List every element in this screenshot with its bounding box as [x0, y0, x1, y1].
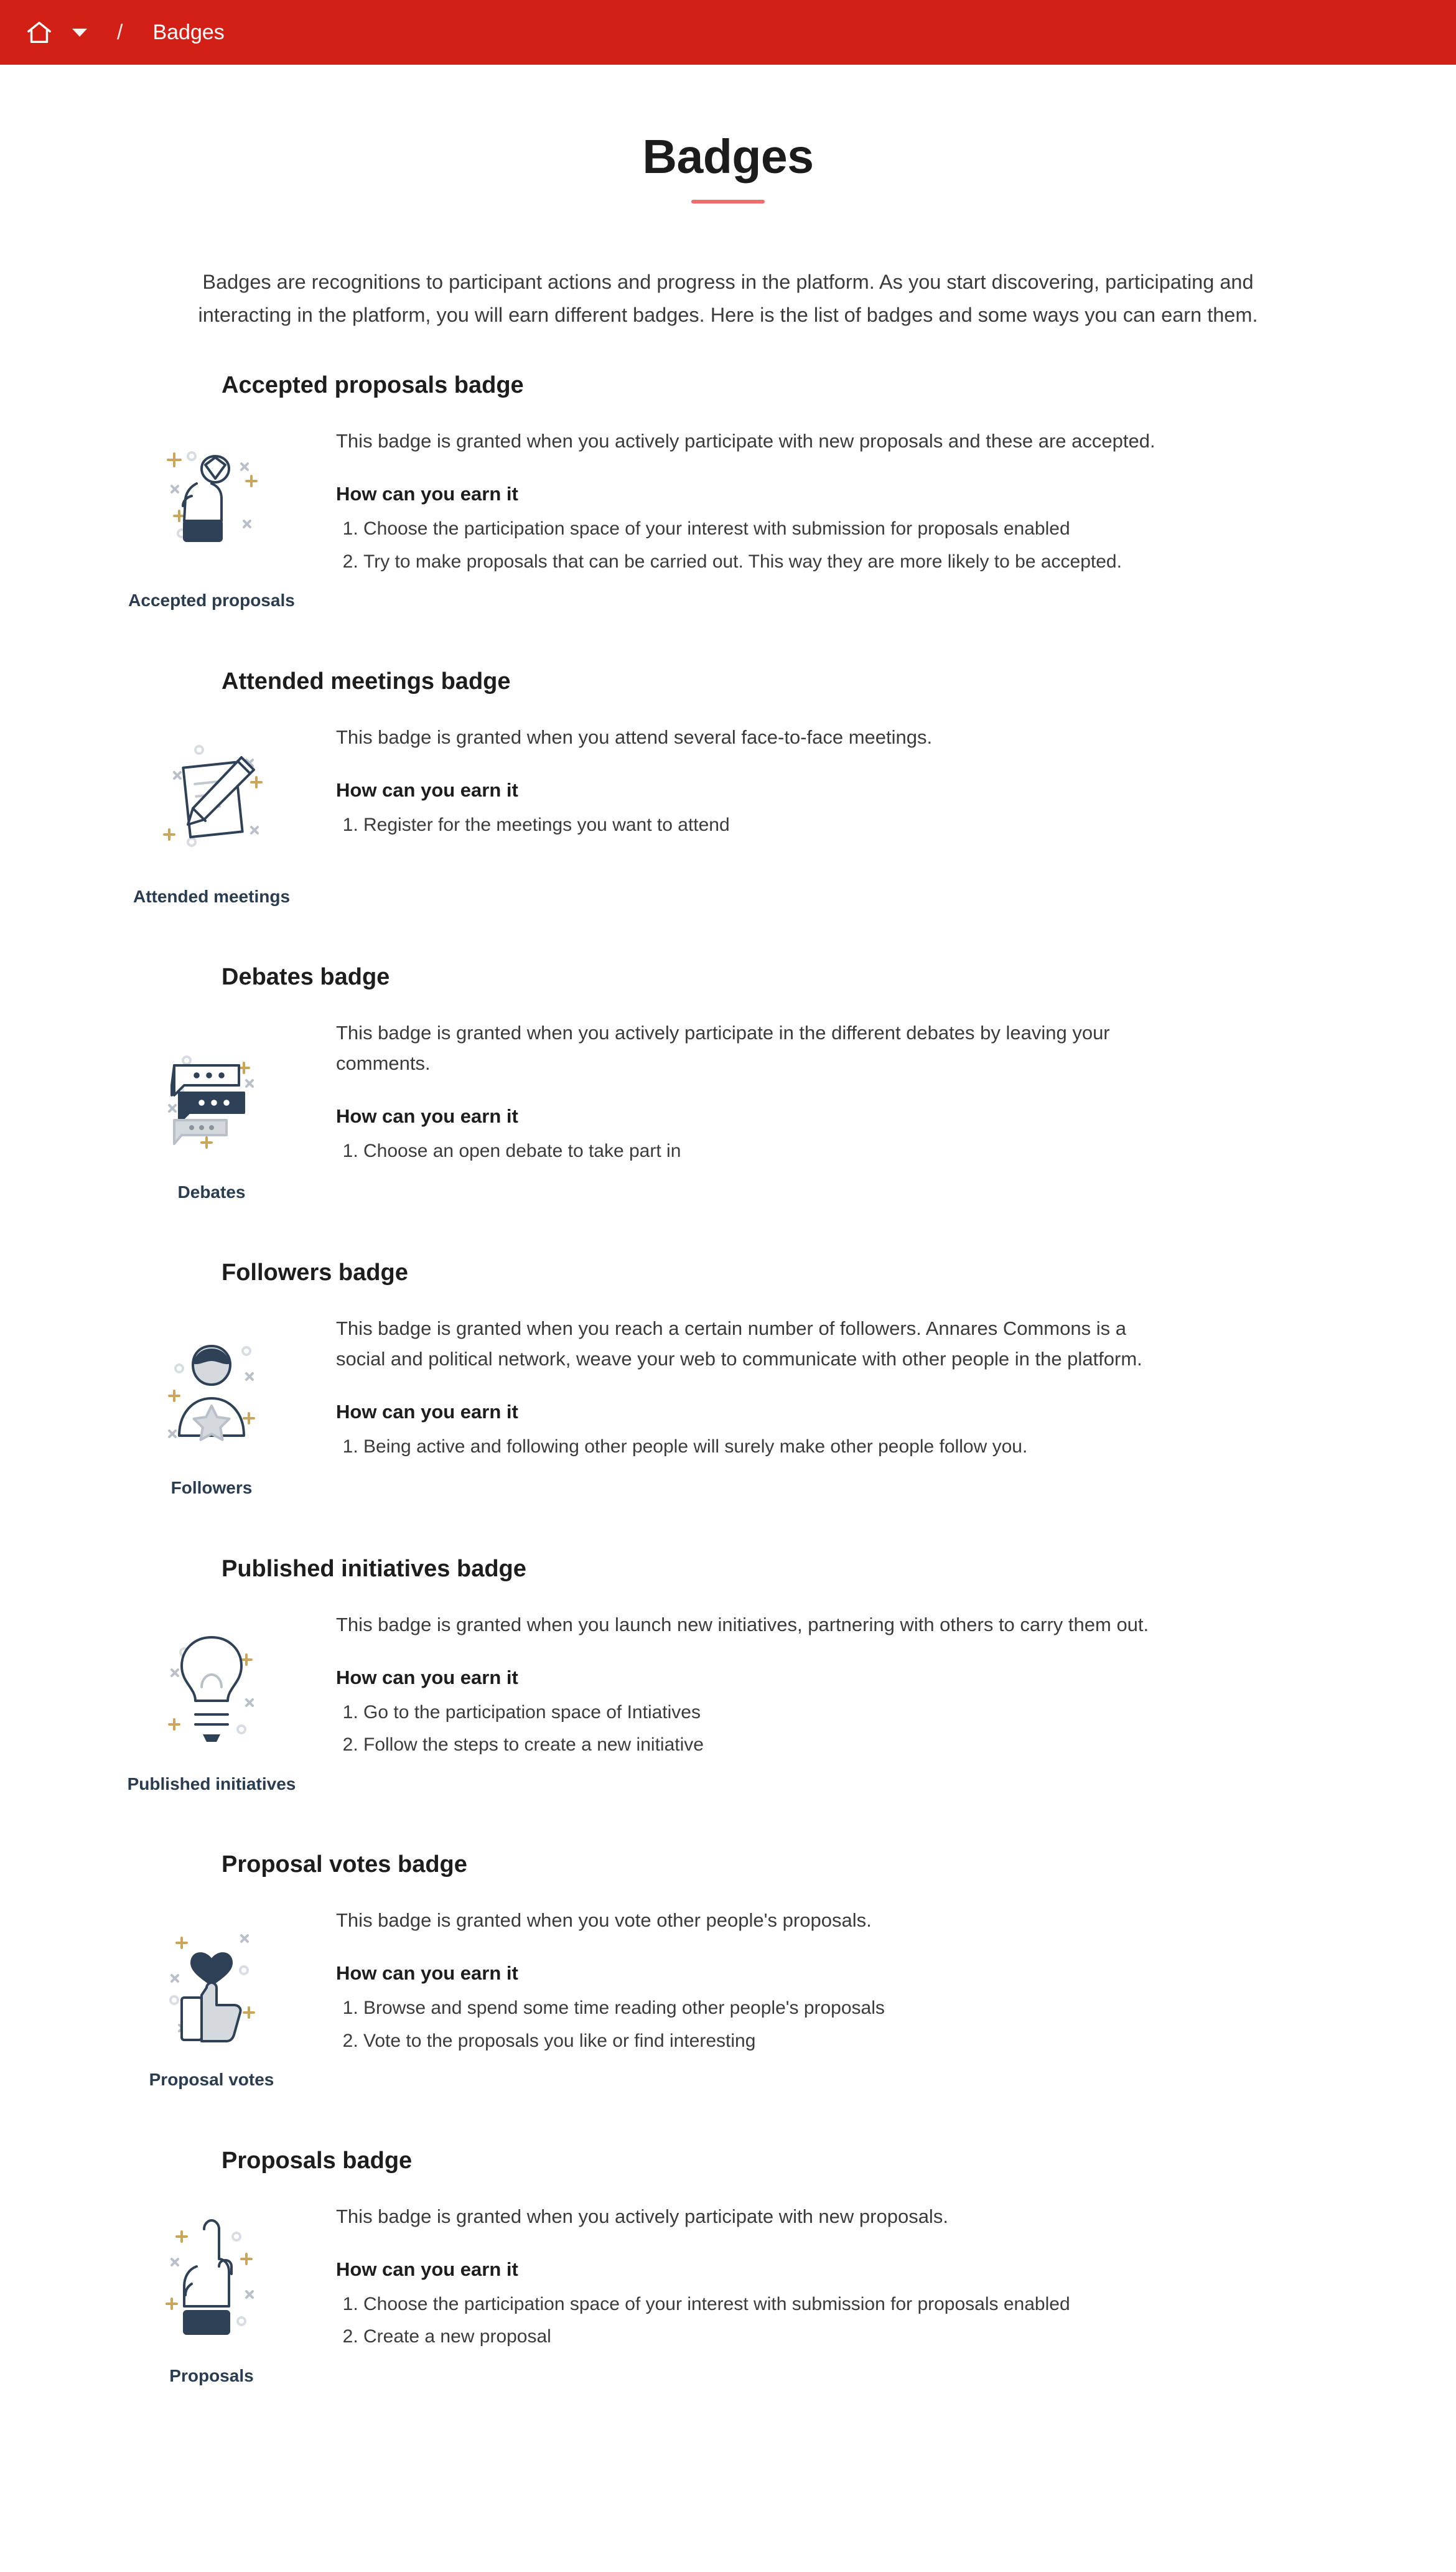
earn-steps-list	[336, 1993, 1319, 2056]
badge-body	[87, 2193, 1369, 2387]
badge-description: This badge is granted when you actively participate with new proposals and these are accepted.	[336, 430, 1155, 452]
earn-step: 1. Register for the meetings you want to attend	[363, 810, 1319, 841]
badge-figure	[87, 1897, 336, 2091]
badge-figure	[87, 714, 336, 908]
badge-text	[336, 1009, 1369, 1169]
chevron-down-icon[interactable]	[72, 29, 87, 37]
badge-text	[336, 1601, 1369, 1763]
page-title-wrap	[0, 65, 1456, 203]
person-star-icon	[137, 1314, 286, 1463]
badge-body	[87, 1305, 1369, 1499]
earn-label: How can you earn it	[336, 1401, 518, 1423]
title-underline	[691, 200, 765, 203]
home-icon[interactable]	[25, 18, 54, 47]
badge-figure	[87, 1305, 336, 1499]
earn-label: How can you earn it	[336, 1666, 518, 1688]
badge-heading: Attended meetings badge	[222, 668, 511, 694]
badge-caption: Followers	[170, 1478, 253, 1498]
badge-heading: Accepted proposals badge	[222, 372, 524, 399]
earn-step: 2. Vote to the proposals you like or find interesting	[363, 2026, 1319, 2057]
badge-body	[87, 418, 1369, 612]
badge-heading: Debates badge	[222, 964, 390, 991]
pencil-paper-icon	[137, 722, 286, 872]
badges-list	[87, 331, 1369, 2387]
badge-figure	[87, 418, 336, 612]
badge-block	[87, 964, 1369, 1204]
badge-figure	[87, 1009, 336, 1204]
badge-caption: Accepted proposals	[128, 591, 295, 610]
page-title: Badges	[642, 130, 814, 184]
earn-step: 1. Choose an open debate to take part in	[363, 1136, 1319, 1167]
earn-steps-list	[336, 2289, 1319, 2352]
badge-description: This badge is granted when you launch new initiatives, partnering with others to carry them out.	[336, 1613, 1149, 1635]
badge-caption: Published initiatives	[127, 1774, 296, 1793]
badge-block	[87, 1260, 1369, 1499]
badge-text	[336, 2193, 1369, 2355]
badge-body	[87, 714, 1369, 908]
earn-label: How can you earn it	[336, 1105, 518, 1127]
hand-holding-diamond-icon	[137, 426, 286, 576]
badge-text	[336, 1897, 1369, 2059]
earn-label: How can you earn it	[336, 1962, 518, 1985]
badge-heading: Proposal votes badge	[222, 1851, 467, 1878]
badge-text	[336, 714, 1369, 843]
earn-step: 1. Being active and following other people will surely make other people follow you.	[363, 1432, 1319, 1462]
earn-steps-list	[336, 810, 1319, 841]
earn-step: 1. Go to the participation space of Intiatives	[363, 1698, 1319, 1728]
badge-body	[87, 1897, 1369, 2091]
lightbulb-icon	[137, 1610, 286, 1759]
thumbs-up-heart-icon	[137, 1906, 286, 2055]
badge-description: This badge is granted when you attend several face-to-face meetings.	[336, 726, 933, 748]
badge-body	[87, 1009, 1369, 1204]
earn-steps-list	[336, 1136, 1319, 1167]
speech-bubbles-icon	[137, 1018, 286, 1167]
badge-heading: Published initiatives badge	[222, 1555, 526, 1582]
earn-steps-list	[336, 514, 1319, 577]
badge-caption: Proposal votes	[149, 2070, 274, 2090]
badge-text	[336, 418, 1369, 579]
badge-description: This badge is granted when you vote other people's proposals.	[336, 1909, 872, 1932]
badge-text	[336, 1305, 1369, 1465]
badge-figure	[87, 1601, 336, 1795]
page-intro: Badges are recognitions to participant actions and progress in the platform. As you start discovering, participating and interacting in the platform, you will earn different badges. Here is the list of badges and some ways you can earn them.	[198, 271, 1258, 326]
badge-block	[87, 2148, 1369, 2387]
breadcrumb-current[interactable]: Badges	[152, 20, 225, 44]
breadcrumb-separator: /	[117, 20, 123, 44]
earn-label: How can you earn it	[336, 779, 518, 801]
badge-block	[87, 372, 1369, 612]
badge-caption: Debates	[177, 1182, 246, 1202]
badge-body	[87, 1601, 1369, 1795]
badge-description: This badge is granted when you actively participate in the different debates by leaving your comments.	[336, 1022, 1110, 1075]
earn-step: 2. Create a new proposal	[363, 2322, 1319, 2352]
earn-steps-list	[336, 1698, 1319, 1761]
earn-step: 2. Follow the steps to create a new initiative	[363, 1730, 1319, 1761]
badge-description: This badge is granted when you actively participate with new proposals.	[336, 2205, 948, 2227]
badge-figure	[87, 2193, 336, 2387]
earn-label: How can you earn it	[336, 483, 518, 505]
earn-steps-list	[336, 1432, 1319, 1462]
badge-block	[87, 668, 1369, 908]
badge-block	[87, 1556, 1369, 1795]
earn-label: How can you earn it	[336, 2258, 518, 2280]
badge-caption: Attended meetings	[133, 886, 291, 906]
breadcrumb-bar	[0, 0, 1456, 65]
earn-step: 1. Browse and spend some time reading other people's proposals	[363, 1993, 1319, 2024]
earn-step: 1. Choose the participation space of your interest with submission for proposals enabled	[363, 2289, 1319, 2320]
badge-description: This badge is granted when you reach a certain number of followers. Annares Commons is a social and political network, weave your web to communicate with other people in the platform.	[336, 1317, 1142, 1370]
badge-heading: Proposals badge	[222, 2147, 413, 2174]
hand-pointing-up-icon	[137, 2202, 286, 2351]
earn-step: 2. Try to make proposals that can be carried out. This way they are more likely to be accepted.	[363, 547, 1319, 578]
badge-block	[87, 1851, 1369, 2091]
earn-step: 1. Choose the participation space of your interest with submission for proposals enabled	[363, 514, 1319, 545]
badges-page	[0, 65, 1456, 2518]
badge-caption: Proposals	[169, 2365, 254, 2385]
badge-heading: Followers badge	[222, 1260, 408, 1286]
